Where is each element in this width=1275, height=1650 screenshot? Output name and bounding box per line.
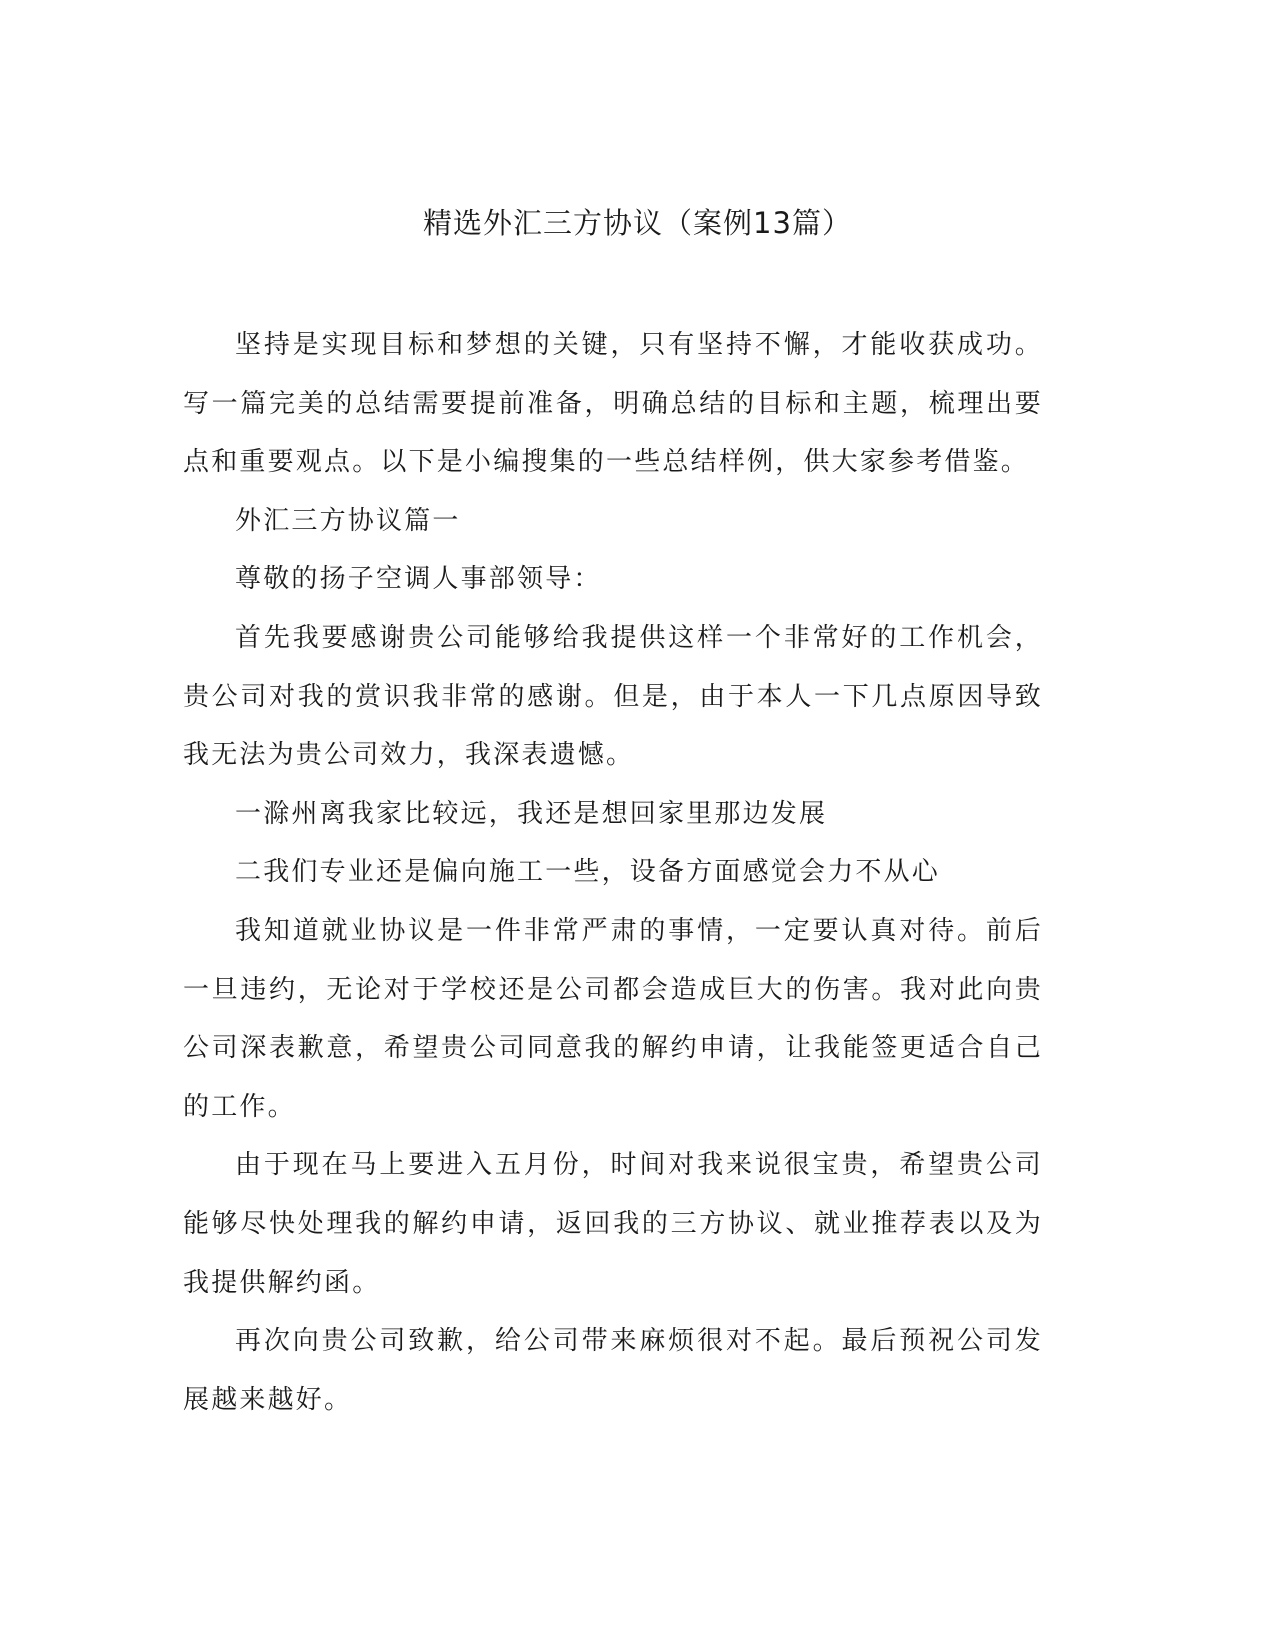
reason-item-2: 二我们专业还是偏向施工一些，设备方面感觉会力不从心 bbox=[235, 857, 941, 888]
body-paragraph: 由于现在马上要进入五月份，时间对我来说很宝贵，希望贵公司能够尽快处理我的解约申请，返回我的三方协议、就业推荐表以及为我提供解约函。 bbox=[183, 1150, 1043, 1298]
section-heading: 外汇三方协议篇一 bbox=[235, 505, 461, 536]
salutation: 尊敬的扬子空调人事部领导： bbox=[235, 564, 602, 595]
document-body bbox=[183, 316, 1043, 1429]
document-title: 精选外汇三方协议（案例13篇） bbox=[423, 206, 852, 240]
intro-paragraph: 坚持是实现目标和梦想的关键，只有坚持不懈，才能收获成功。写一篇完美的总结需要提前准备，明确总结的目标和主题，梳理出要点和重要观点。以下是小编搜集的一些总结样例，供大家参考借鉴。 bbox=[183, 330, 1043, 478]
closing-paragraph: 再次向贵公司致歉，给公司带来麻烦很对不起。最后预祝公司发展越来越好。 bbox=[183, 1326, 1043, 1415]
body-paragraph: 首先我要感谢贵公司能够给我提供这样一个非常好的工作机会，贵公司对我的赏识我非常的感谢。但是，由于本人一下几点原因导致我无法为贵公司效力，我深表遗憾。 bbox=[183, 622, 1043, 771]
reason-item-1: 一滁州离我家比较远，我还是想回家里那边发展 bbox=[235, 798, 828, 829]
body-paragraph: 我知道就业协议是一件非常严肃的事情，一定要认真对待。前后一旦违约，无论对于学校还是公司都会造成巨大的伤害。我对此向贵公司深表歉意，希望贵公司同意我的解约申请，让我能签更适合自己的工作。 bbox=[183, 915, 1043, 1122]
